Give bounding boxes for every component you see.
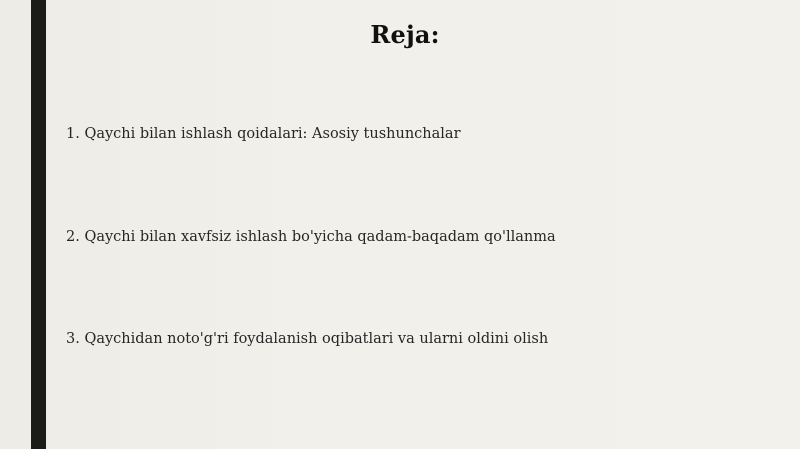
agenda-item-1: 1. Qaychi bilan ishlash qoidalari: Asosiy tushunchalar — [66, 126, 461, 142]
slide-title: Reja: — [370, 20, 440, 49]
agenda-item-2: 2. Qaychi bilan xavfsiz ishlash bo'yicha qadam-baqadam qo'llanma — [66, 229, 556, 245]
agenda-item-3: 3. Qaychidan noto'g'ri foydalanish oqibatlari va ularni oldini olish — [66, 331, 549, 347]
left-accent-bar — [31, 0, 46, 449]
